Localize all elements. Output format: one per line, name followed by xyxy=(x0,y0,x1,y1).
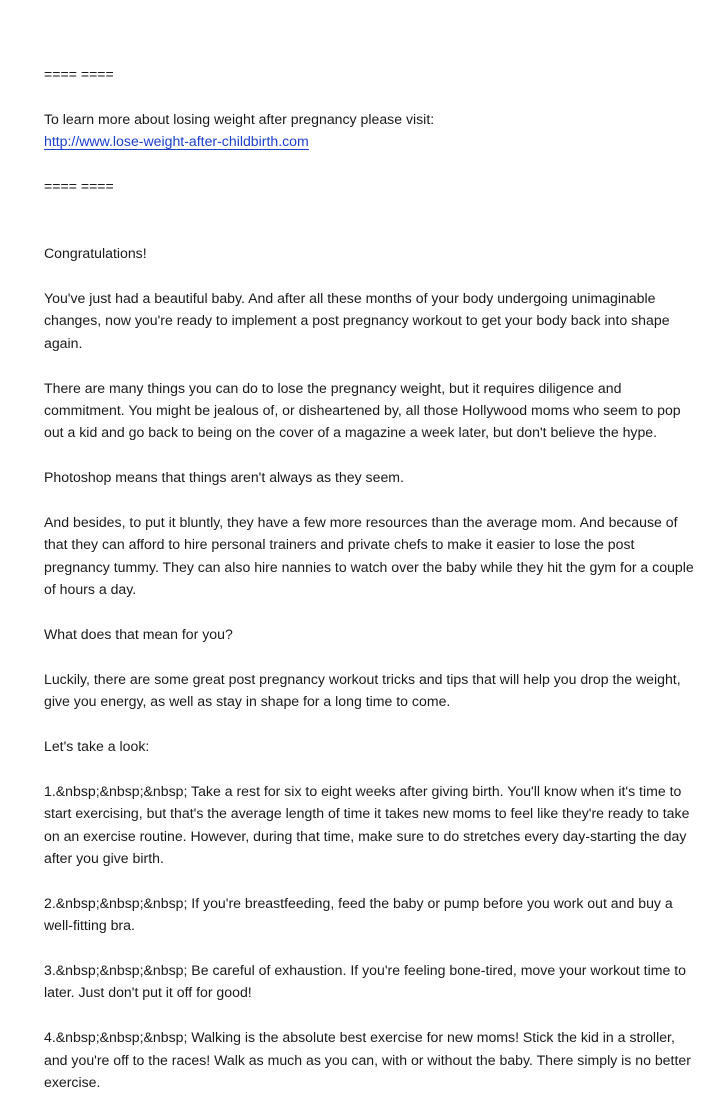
list-item-2: 2.&nbsp;&nbsp;&nbsp; If you're breastfeeding, feed the baby or pump before you work out and buy a well-fitting bra. xyxy=(44,894,673,934)
paragraph-congratulations: Congratulations! xyxy=(44,245,147,262)
paragraph-luckily: Luckily, there are some great post pregnancy workout tricks and tips that will help you drop the weight, give you energy, as well as stay in shape for a long time to come. xyxy=(44,670,681,710)
link-line xyxy=(44,130,694,152)
paragraph-photoshop: Photoshop means that things aren't always as they seem. xyxy=(44,469,404,486)
website-link[interactable]: http://www.lose-weight-after-childbirth.com xyxy=(44,133,309,150)
paragraph-many-things: There are many things you can do to lose the pregnancy weight, but it requires diligence and commitment. You might be jealous of, or disheartened by, all those Hollywood moms who seem to pop out a kid and go back to being on the cover of a magazine a week later, but don't believe the hype. xyxy=(44,379,681,441)
intro-text: To learn more about losing weight after pregnancy please visit: xyxy=(44,110,435,127)
paragraph-resources: And besides, to put it bluntly, they have a few more resources than the average mom. And because of that they can afford to hire personal trainers and private chefs to make it easier to lose the post pregnancy tummy. They can also hire nannies to watch over the baby while they hit the gym for a couple of hours a day. xyxy=(44,514,694,598)
list-item-3: 3.&nbsp;&nbsp;&nbsp; Be careful of exhaustion. If you're feeling bone-tired, move your workout time to later. Just don't put it off for good! xyxy=(44,962,686,1001)
separator-top: ==== ==== xyxy=(44,66,114,82)
paragraph-what-mean: What does that mean for you? xyxy=(44,626,233,643)
document-page xyxy=(44,63,694,1093)
paragraph-baby: You've just had a beautiful baby. And after all these months of your body undergoing unimaginable changes, now you're ready to implement a post pregnancy workout to get your body back into shape again. xyxy=(44,289,670,351)
list-item-4: 4.&nbsp;&nbsp;&nbsp; Walking is the absolute best exercise for new moms! Stick the kid in a stroller, and you're off to the races! Walk as much as you can, with or without the baby. There simply is no better exercise. xyxy=(44,1029,691,1091)
section-gap xyxy=(44,220,694,242)
list-item-1: 1.&nbsp;&nbsp;&nbsp; Take a rest for six to eight weeks after giving birth. You'll know when it's time to start exercising, but that's the average length of time it takes new moms to feel like they're ready to take on an exercise routine. However, during that time, make sure to do stretches every day-starting the day after you give birth. xyxy=(44,782,690,867)
paragraph-take-a-look: Let's take a look: xyxy=(44,738,150,755)
separator-bottom: ==== ==== xyxy=(44,178,114,194)
